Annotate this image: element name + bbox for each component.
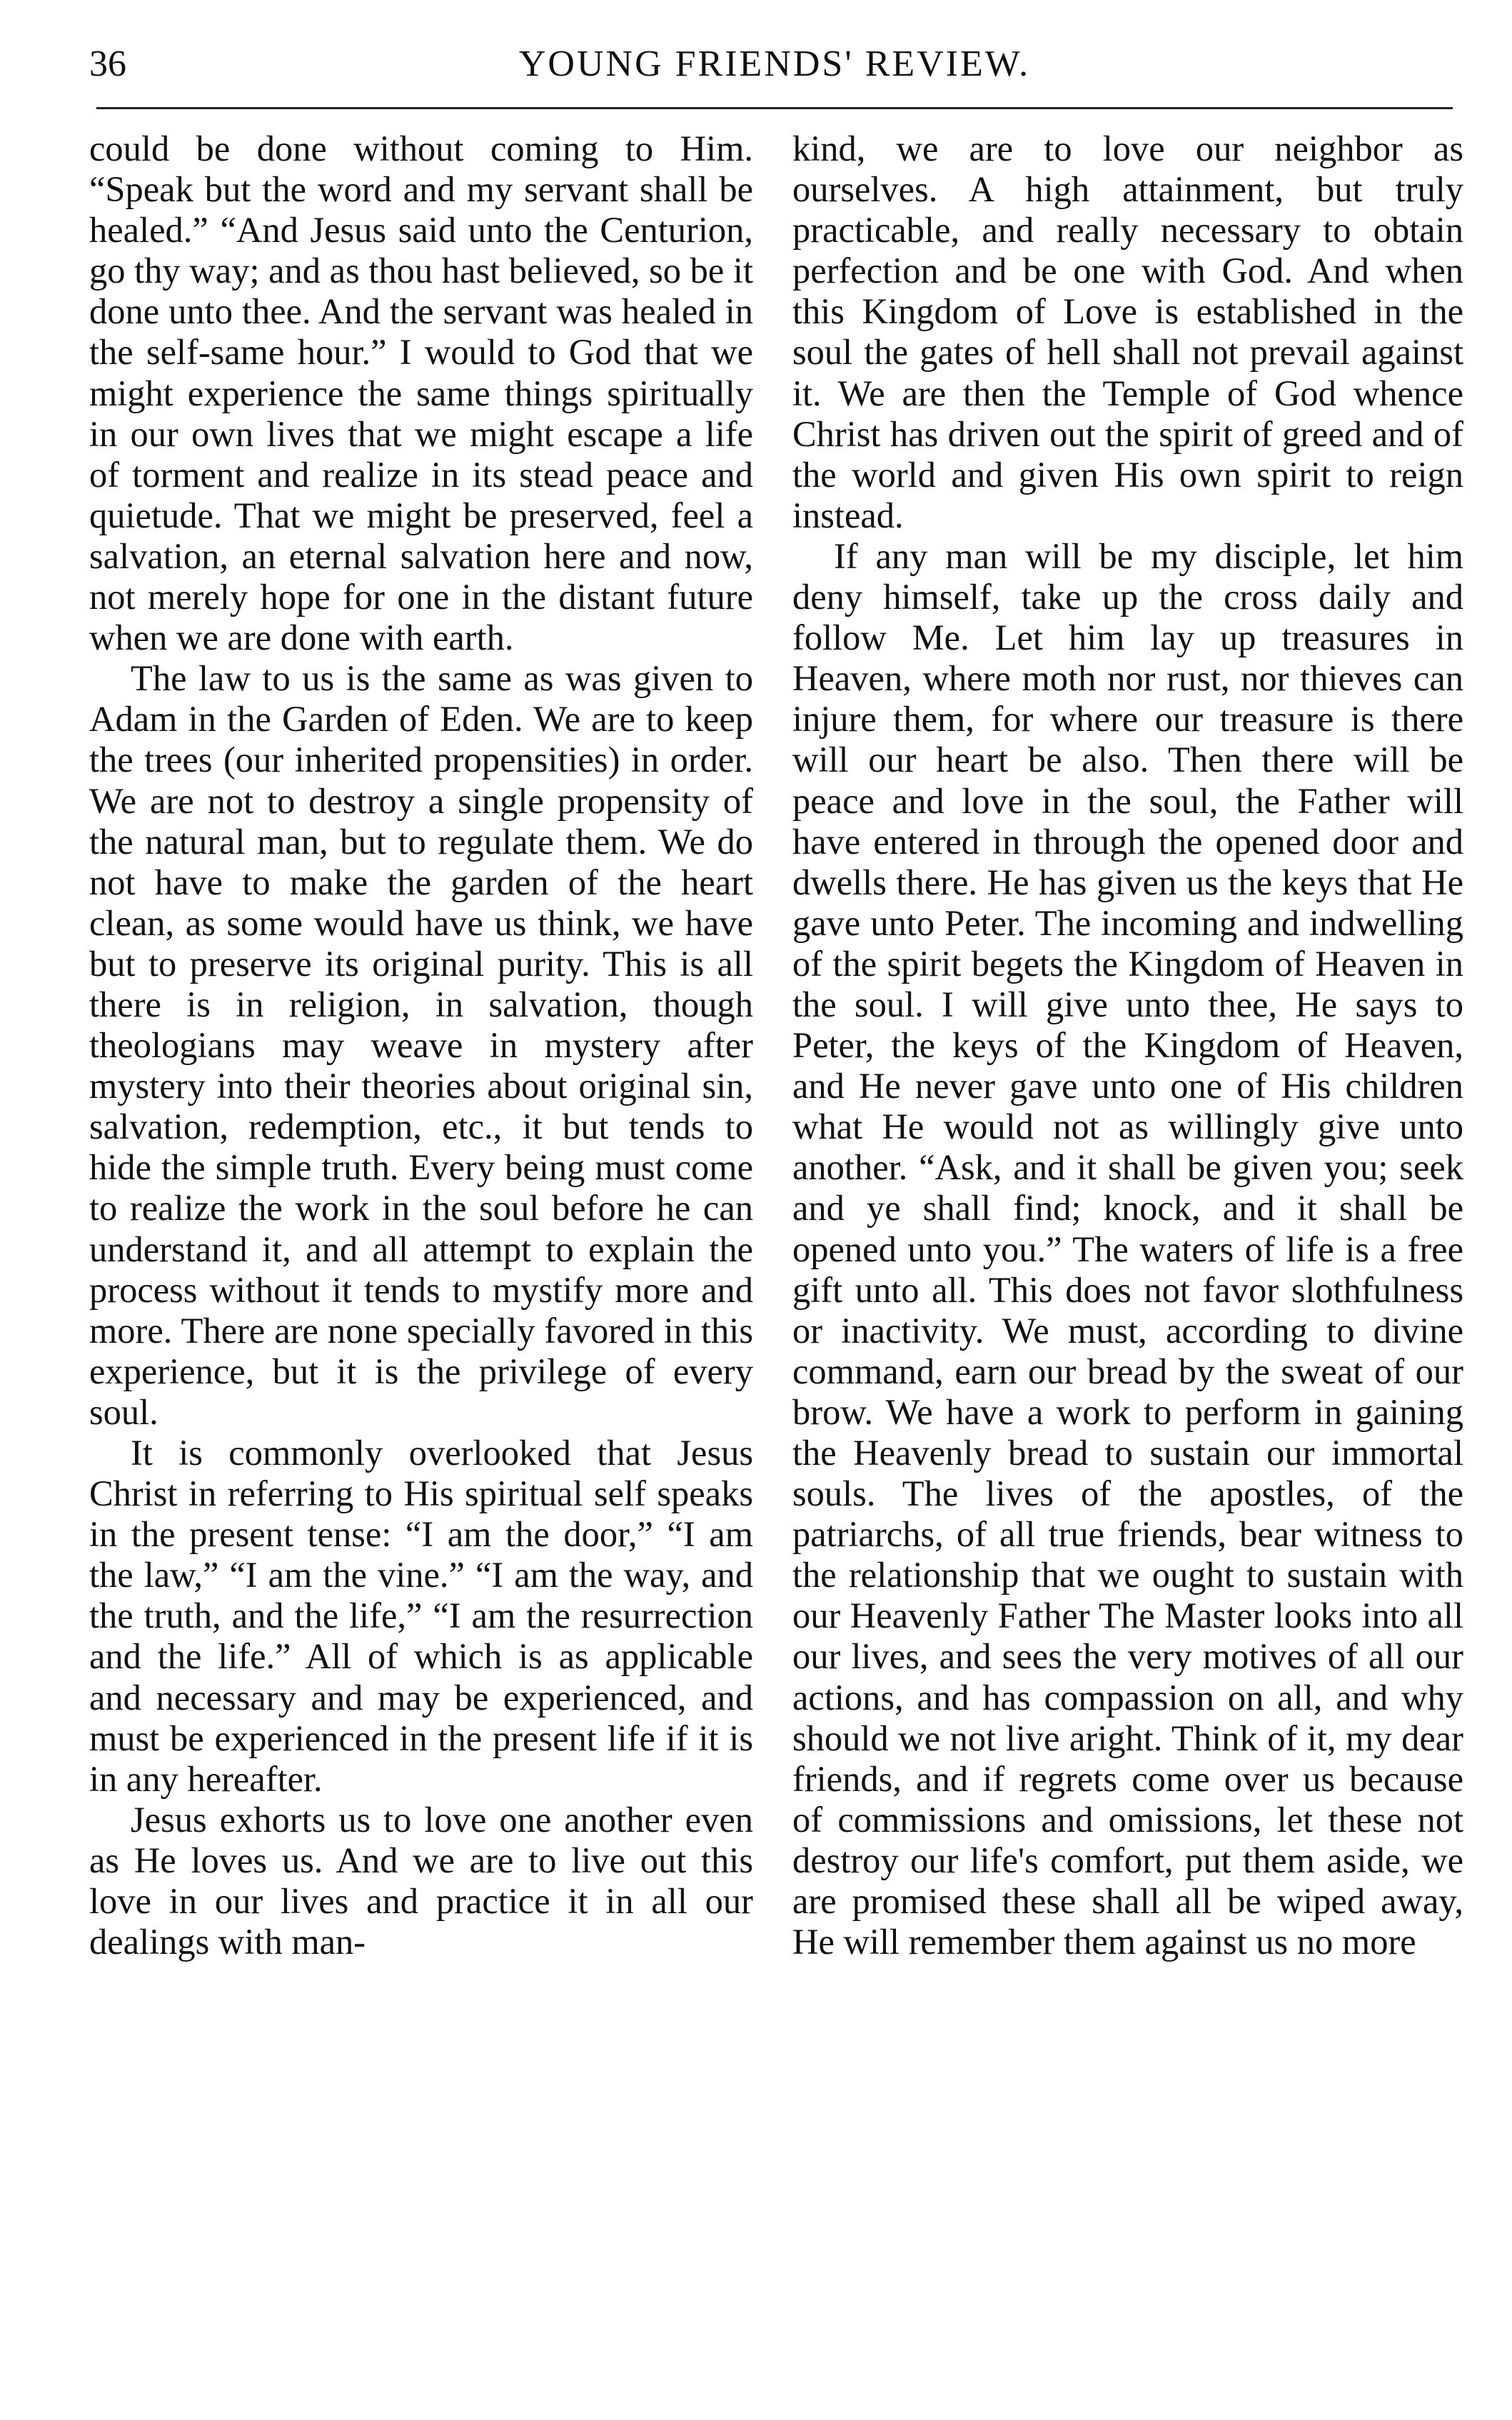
- running-title: YOUNG FRIENDS' REVIEW.: [518, 44, 1031, 84]
- right-paragraph-2: If any man will be my disciple, let him deny himself, take up the cross daily and follow Me. Let him lay up treasures in Heaven, where moth nor rust, nor thieves can injure them, for where our treasure is there will our heart be also. Then there will be peace and love in the soul, the Father will have entered in through the opened door and dwells there. He has given us the keys that He gave unto Peter. The incoming and indwelling of the spirit begets the Kingdom of Heaven in the soul. I will give unto thee, He says to Peter, the keys of the Kingdom of Heaven, and He never gave unto one of His children what He would not as willingly give unto another. “Ask, and it shall be given you; seek and ye shall find; knock, and it shall be opened unto you.” The waters of life is a free gift unto all. This does not favor slothfulness or inactivity. We must, according to divine command, earn our bread by the sweat of our brow. We have a work to perform in gaining the Heavenly bread to sustain our immortal souls. The lives of the apostles, of the patriarchs, of all true friends, bear witness to the relationship that we ought to sustain with our Heavenly Father The Master looks into all our lives, and sees the very motives of all our actions, and has compassion on all, and why should we not live aright. Think of it, my dear friends, and if regrets come over us because of commissions and omissions, let these not destroy our life's comfort, put them aside, we are promised these shall all be wiped away, He will remember them against us no more: [792, 535, 1463, 1962]
- page-number: 36: [89, 44, 126, 84]
- left-paragraph-4: Jesus exhorts us to love one another even as He loves us. And we are to live out this love in our lives and practice it in all our dealings with man-: [89, 1799, 753, 1962]
- left-paragraph-3: It is commonly overlooked that Jesus Christ in referring to His spiritual self speaks in the present tense: “I am the door,” “I am the law,” “I am the vine.” “I am the way, and the truth, and the life,” “I am the resurrection and the life.” All of which is as applicable and necessary and may be experienced, and must be experienced in the present life if it is in any hereafter.: [89, 1433, 753, 1799]
- left-paragraph-2: The law to us is the same as was given to Adam in the Garden of Eden. We are to keep the trees (our inherited propensities) in order. We are not to destroy a single propensity of the natural man, but to regulate them. We do not have to make the garden of the heart clean, as some would have us think, we have but to preserve its original purity. This is all there is in religion, in salvation, though theologians may weave in mystery after mystery into their theories about original sin, salvation, redemption, etc., it but tends to hide the simple truth. Every being must come to realize the work in the soul before he can understand it, and all attempt to explain the process without it tends to mystify more and more. There are none specially favored in this experience, but it is the privilege of every soul.: [89, 658, 753, 1432]
- right-paragraph-1: kind, we are to love our neighbor as ourselves. A high attainment, but truly practicable, and really necessary to obtain perfection and be one with God. And when this Kingdom of Love is established in the soul the gates of hell shall not prevail against it. We are then the Temple of God whence Christ has driven out the spirit of greed and of the world and given His own spirit to reign instead.: [792, 128, 1463, 535]
- right-column: [792, 128, 1463, 1962]
- left-paragraph-1: could be done without coming to Him. “Speak but the word and my servant shall be healed.” “And Jesus said unto the Centurion, go thy way; and as thou hast believed, so be it done unto thee. And the servant was healed in the self-same hour.” I would to God that we might experience the same things spiritually in our own lives that we might escape a life of torment and realize in its stead peace and quietude. That we might be preserved, feel a salvation, an eternal salvation here and now, not merely hope for one in the distant future when we are done with earth.: [89, 128, 753, 658]
- header-rule: [96, 107, 1453, 109]
- page-header: [89, 43, 1460, 100]
- left-column: [89, 128, 753, 1962]
